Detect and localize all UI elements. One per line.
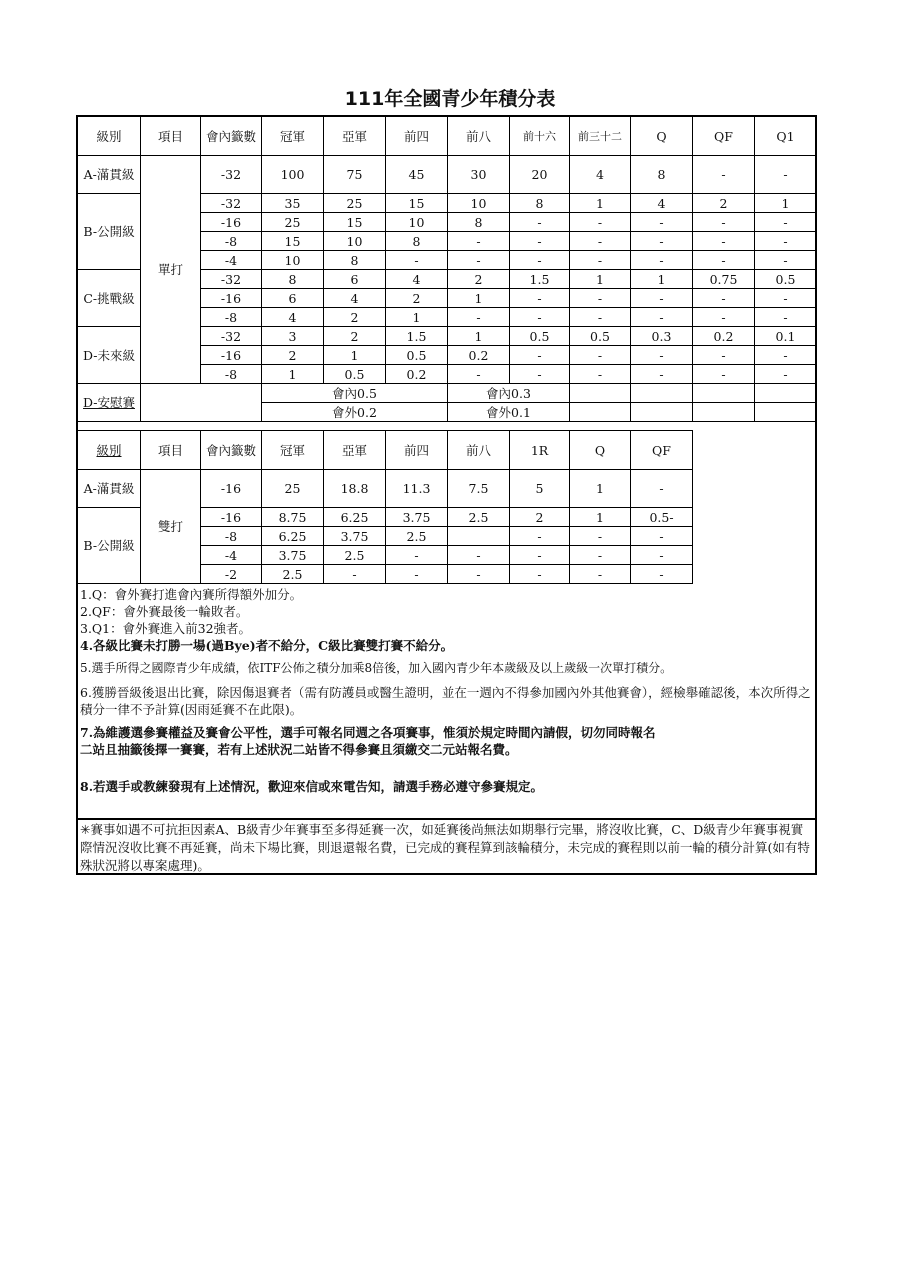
points-cell: - <box>510 213 570 232</box>
points-cell: - <box>631 565 693 584</box>
points-cell: - <box>631 365 693 384</box>
points-cell: 2.5 <box>262 565 324 584</box>
header-cell: 會內籤數 <box>201 117 262 156</box>
points-cell: - <box>755 346 817 365</box>
note-6: 6.獲勝晉級後退出比賽，除因傷退賽者（需有防護員或醫生證明，並在一週內不得參加國內外其他賽會），經檢舉確認後，本次所得之積分一律不予計算(因雨延賽不在此限)。 <box>80 685 811 717</box>
points-cell: 8 <box>448 213 510 232</box>
points-cell: 15 <box>262 232 324 251</box>
points-cell: 1 <box>570 194 631 213</box>
header-cell: 前八 <box>448 117 510 156</box>
empty-cell <box>570 403 631 422</box>
draw-size: -16 <box>201 289 262 308</box>
points-cell: - <box>755 289 817 308</box>
group-label: D-安慰賽 <box>78 384 141 422</box>
points-cell: - <box>510 251 570 270</box>
points-cell: 0.5- <box>631 508 693 527</box>
draw-size: -4 <box>201 251 262 270</box>
header-cell: 1R <box>510 431 570 470</box>
points-cell: 0.2 <box>693 327 755 346</box>
note-2: 2.QF：會外賽最後一輪敗者。 <box>80 604 249 619</box>
points-cell: - <box>755 365 817 384</box>
points-cell: - <box>324 565 386 584</box>
points-cell: 1 <box>755 194 817 213</box>
header-cell: 亞軍 <box>324 431 386 470</box>
points-cell: 2 <box>448 270 510 289</box>
points-cell: 2.5 <box>386 527 448 546</box>
points-cell: 30 <box>448 156 510 194</box>
points-cell: - <box>631 213 693 232</box>
points-cell: - <box>570 546 631 565</box>
points-cell: - <box>693 365 755 384</box>
header-cell: QF <box>631 431 693 470</box>
consolation-qual-b: 會外0.1 <box>448 403 570 422</box>
points-cell: - <box>448 308 510 327</box>
points-cell: 0.3 <box>631 327 693 346</box>
header-cell: 項目 <box>141 431 201 470</box>
points-cell: 1 <box>631 270 693 289</box>
points-cell: 4 <box>631 194 693 213</box>
points-cell: 2 <box>324 308 386 327</box>
empty-cell <box>693 403 755 422</box>
header-cell: 前四 <box>386 431 448 470</box>
points-cell: 1.5 <box>386 327 448 346</box>
points-cell: 1 <box>570 270 631 289</box>
points-cell: - <box>570 308 631 327</box>
points-cell: 6.25 <box>262 527 324 546</box>
points-cell: 6 <box>324 270 386 289</box>
points-cell: - <box>631 232 693 251</box>
draw-size: -16 <box>201 470 262 508</box>
points-cell: - <box>570 346 631 365</box>
points-cell: 4 <box>324 289 386 308</box>
header-cell: 項目 <box>141 117 201 156</box>
points-cell: 1 <box>448 327 510 346</box>
draw-size: -8 <box>201 527 262 546</box>
draw-size: -32 <box>201 270 262 289</box>
points-cell: 35 <box>262 194 324 213</box>
points-cell: 8 <box>324 251 386 270</box>
points-cell: - <box>448 365 510 384</box>
points-cell: - <box>510 565 570 584</box>
points-cell: 2 <box>510 508 570 527</box>
points-cell: 20 <box>510 156 570 194</box>
header-cell: 級別 <box>78 117 141 156</box>
points-cell: 100 <box>262 156 324 194</box>
points-cell: 0.5 <box>386 346 448 365</box>
points-cell: - <box>631 346 693 365</box>
footnote: ✳賽事如遇不可抗拒因素A、B級青少年賽事至多得延賽一次，如延賽後尚無法如期舉行完畢，將沒收比賽，C、D級青少年賽事視實際情況沒收比賽不再延賽，尚未下場比賽，則退還報名費，已完成的賽程算到該輪積分，未完成的賽程則以前一輪的積分計算(如有特殊狀況將以專案處理)。 <box>77 818 816 874</box>
points-cell: 8 <box>386 232 448 251</box>
points-cell: 3 <box>262 327 324 346</box>
points-cell: 11.3 <box>386 470 448 508</box>
points-cell: 6.25 <box>324 508 386 527</box>
points-cell: - <box>755 213 817 232</box>
points-cell: 8 <box>631 156 693 194</box>
points-cell: 4 <box>570 156 631 194</box>
event-label: 單打 <box>141 156 201 384</box>
points-cell: - <box>631 470 693 508</box>
points-cell: - <box>631 289 693 308</box>
points-cell: - <box>631 308 693 327</box>
points-cell: - <box>570 213 631 232</box>
points-cell: 1 <box>386 308 448 327</box>
consolation-main-b: 會內0.3 <box>448 384 570 403</box>
points-cell: 5 <box>510 470 570 508</box>
draw-size: -32 <box>201 327 262 346</box>
header-cell: Q <box>570 431 631 470</box>
header-cell: 前八 <box>448 431 510 470</box>
points-cell: - <box>693 308 755 327</box>
draw-size: -16 <box>201 508 262 527</box>
points-cell: - <box>386 546 448 565</box>
empty-cell <box>755 384 817 403</box>
points-cell: - <box>570 289 631 308</box>
points-cell: - <box>570 527 631 546</box>
group-label: A-滿貫級 <box>78 470 141 508</box>
points-cell: - <box>510 527 570 546</box>
points-cell: 2.5 <box>448 508 510 527</box>
header-cell: 亞軍 <box>324 117 386 156</box>
group-label: B-公開級 <box>78 508 141 584</box>
draw-size: -16 <box>201 346 262 365</box>
points-cell: - <box>510 346 570 365</box>
points-cell: 1 <box>324 346 386 365</box>
group-label: D-未來級 <box>78 327 141 384</box>
points-cell: - <box>386 565 448 584</box>
points-cell: 25 <box>324 194 386 213</box>
page-title: 111年全國青少年積分表 <box>344 88 556 110</box>
points-cell: 10 <box>386 213 448 232</box>
points-cell: 1 <box>570 470 631 508</box>
draw-size: -2 <box>201 565 262 584</box>
consolation-main-a: 會內0.5 <box>262 384 448 403</box>
draw-size: -32 <box>201 156 262 194</box>
empty-cell <box>570 384 631 403</box>
points-cell: - <box>631 527 693 546</box>
empty-cell <box>631 384 693 403</box>
draw-size: -4 <box>201 546 262 565</box>
points-cell: - <box>510 289 570 308</box>
points-cell: - <box>448 232 510 251</box>
draw-size: -8 <box>201 232 262 251</box>
points-cell: 0.2 <box>448 346 510 365</box>
header-cell: Q <box>631 117 693 156</box>
points-cell: - <box>510 365 570 384</box>
points-cell: 7.5 <box>448 470 510 508</box>
points-cell: 1 <box>262 365 324 384</box>
points-cell: 75 <box>324 156 386 194</box>
header-cell: 級別 <box>78 431 141 470</box>
points-cell: - <box>570 232 631 251</box>
empty-cell <box>755 403 817 422</box>
points-cell: 0.75 <box>693 270 755 289</box>
points-cell: 2.5 <box>324 546 386 565</box>
note-7: 7.為維護選參賽權益及賽會公平性，選手可報名同週之各項賽事，惟須於規定時間內請假，切勿同時報名二站且抽籤後擇一賽賽，若有上述狀況二站皆不得參賽且須繳交二元站報名費。 <box>80 725 656 757</box>
note-8: 8.若選手或教練發現有上述情況，歡迎來信或來電告知，請選手務必遵守參賽規定。 <box>80 779 544 794</box>
header-cell: 會內籤數 <box>201 431 262 470</box>
points-cell: 25 <box>262 470 324 508</box>
points-cell: 2 <box>693 194 755 213</box>
points-cell: - <box>693 232 755 251</box>
points-cell <box>448 527 510 546</box>
points-cell: - <box>755 232 817 251</box>
header-cell: 冠軍 <box>262 431 324 470</box>
points-cell: 0.5 <box>570 327 631 346</box>
header-cell: Q1 <box>755 117 817 156</box>
points-cell: - <box>570 565 631 584</box>
group-label: B-公開級 <box>78 194 141 270</box>
points-cell: 8 <box>262 270 324 289</box>
points-cell: - <box>510 308 570 327</box>
note-1: 1.Q：會外賽打進會內賽所得額外加分。 <box>80 587 303 602</box>
consolation-qual-a: 會外0.2 <box>262 403 448 422</box>
draw-size: -8 <box>201 365 262 384</box>
points-cell: 8.75 <box>262 508 324 527</box>
singles-points-table <box>77 116 817 422</box>
points-cell: 1 <box>570 508 631 527</box>
points-cell: - <box>693 251 755 270</box>
points-cell: 2 <box>262 346 324 365</box>
points-cell: 0.5 <box>324 365 386 384</box>
points-cell: - <box>448 546 510 565</box>
points-cell: 15 <box>386 194 448 213</box>
points-cell: - <box>570 365 631 384</box>
points-cell: 10 <box>262 251 324 270</box>
points-cell: 2 <box>324 327 386 346</box>
points-cell: - <box>755 308 817 327</box>
points-cell: 18.8 <box>324 470 386 508</box>
header-cell: QF <box>693 117 755 156</box>
points-cell: 0.5 <box>755 270 817 289</box>
note-4: 4.各級比賽未打勝一場(過Bye)者不給分，C級比賽雙打賽不給分。 <box>80 638 454 653</box>
points-cell: - <box>693 289 755 308</box>
points-cell: - <box>693 346 755 365</box>
points-cell: 3.75 <box>324 527 386 546</box>
points-cell: - <box>631 546 693 565</box>
points-cell: 8 <box>510 194 570 213</box>
points-cell: 3.75 <box>386 508 448 527</box>
points-cell: - <box>386 251 448 270</box>
draw-size: -8 <box>201 308 262 327</box>
points-cell: 6 <box>262 289 324 308</box>
points-cell: 45 <box>386 156 448 194</box>
group-label: C-挑戰級 <box>78 270 141 327</box>
points-cell: 1 <box>448 289 510 308</box>
points-cell: - <box>693 156 755 194</box>
points-cell: 4 <box>386 270 448 289</box>
header-cell: 前十六 <box>510 117 570 156</box>
draw-size: -16 <box>201 213 262 232</box>
points-cell: - <box>570 251 631 270</box>
points-cell: 25 <box>262 213 324 232</box>
draw-size: -32 <box>201 194 262 213</box>
points-cell: 10 <box>448 194 510 213</box>
header-cell: 前三十二 <box>570 117 631 156</box>
points-cell: - <box>755 156 817 194</box>
points-cell: 0.1 <box>755 327 817 346</box>
points-cell: 3.75 <box>262 546 324 565</box>
points-cell: - <box>510 232 570 251</box>
points-cell: - <box>631 251 693 270</box>
group-label: A-滿貫級 <box>78 156 141 194</box>
points-cell: 2 <box>386 289 448 308</box>
notes-section <box>77 586 816 794</box>
points-cell: 0.5 <box>510 327 570 346</box>
note-3: 3.Q1：會外賽進入前32強者。 <box>80 621 252 636</box>
points-cell: - <box>448 251 510 270</box>
points-cell: - <box>755 251 817 270</box>
empty-cell <box>631 403 693 422</box>
note-5: 5.選手所得之國際青少年成績，依ITF公佈之積分加乘8倍後，加入國內青少年本歲級及以上歲級一次單打積分。 <box>80 661 673 675</box>
doubles-points-table <box>77 430 693 584</box>
header-cell: 前四 <box>386 117 448 156</box>
points-cell: 1.5 <box>510 270 570 289</box>
points-cell: 4 <box>262 308 324 327</box>
points-cell: - <box>693 213 755 232</box>
points-cell: 0.2 <box>386 365 448 384</box>
points-cell: - <box>448 565 510 584</box>
empty-cell <box>693 384 755 403</box>
event-label: 雙打 <box>141 470 201 584</box>
points-cell: 15 <box>324 213 386 232</box>
header-cell: 冠軍 <box>262 117 324 156</box>
points-cell: - <box>510 546 570 565</box>
points-cell: 10 <box>324 232 386 251</box>
empty-cell <box>141 384 262 422</box>
